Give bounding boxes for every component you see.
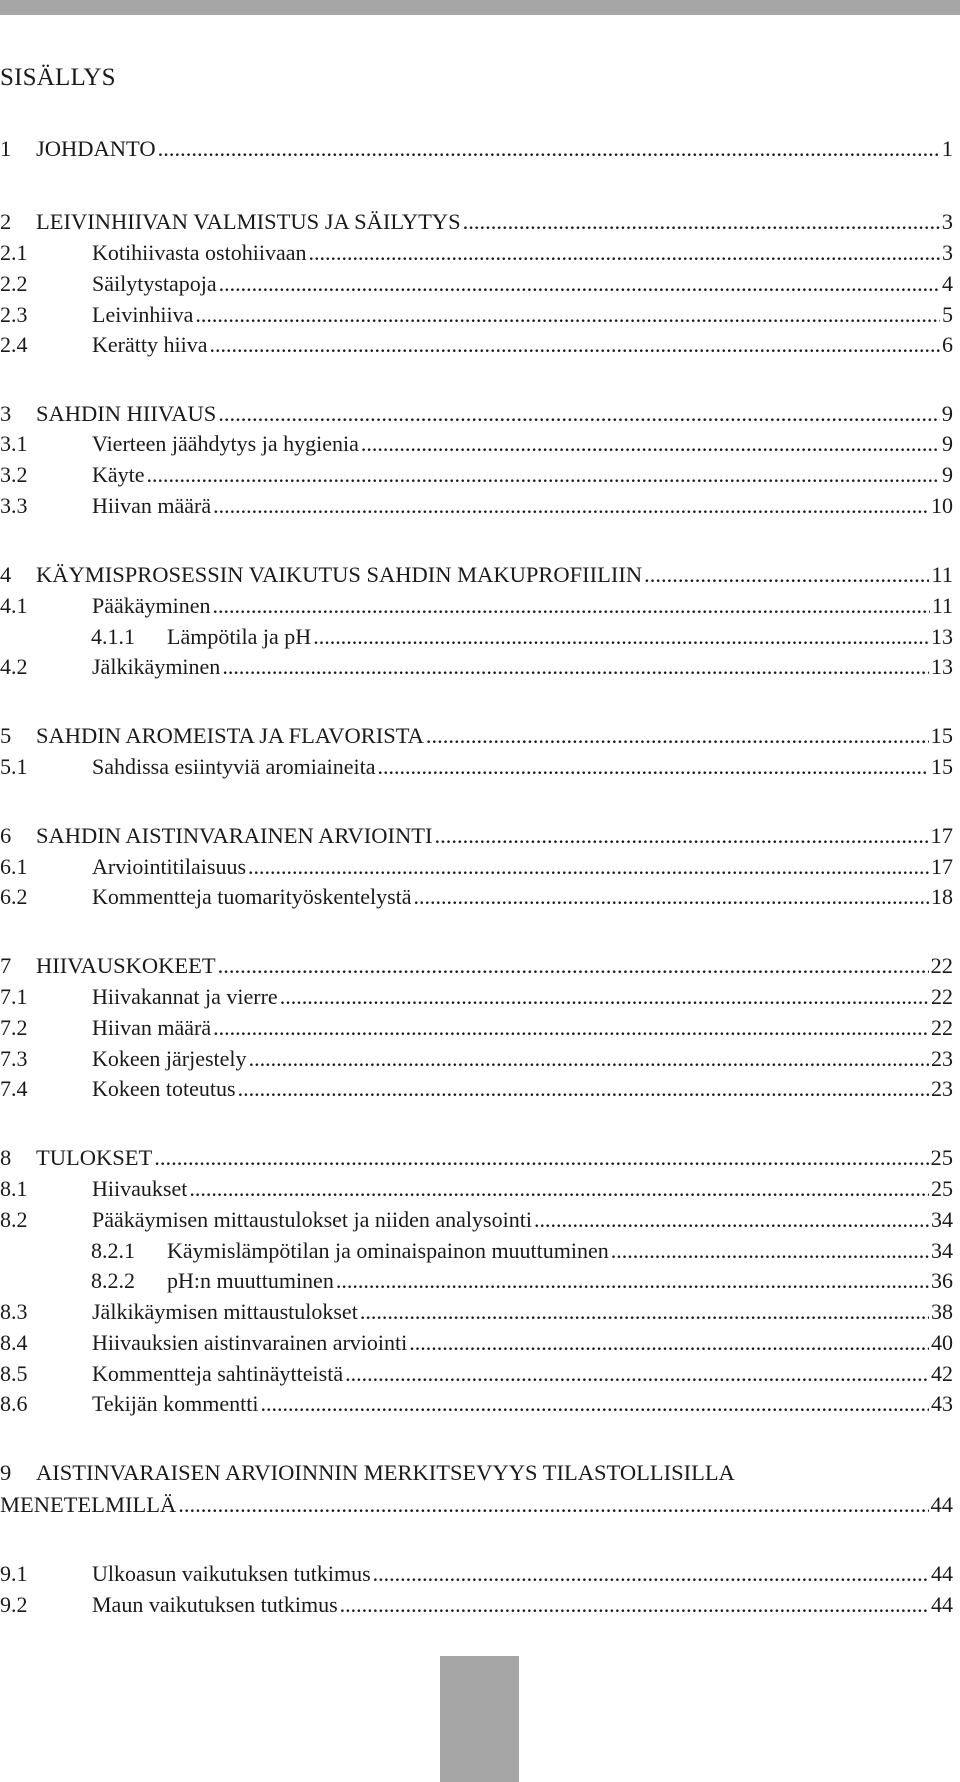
toc-leader-dots xyxy=(213,593,930,619)
toc-leader-dots xyxy=(154,1145,928,1171)
toc-entry-title: Hiivan määrä xyxy=(92,1015,212,1040)
toc-entry[interactable] xyxy=(0,1391,953,1417)
toc-entry-number: 8.6 xyxy=(0,1391,28,1416)
toc-entry[interactable] xyxy=(0,401,953,427)
toc-page-number: 1 xyxy=(941,136,953,161)
toc-entry-number: 4.2 xyxy=(0,654,28,679)
toc-entry-title: Hiivakannat ja vierre xyxy=(92,984,278,1009)
toc-entry-title: Säilytystapoja xyxy=(92,271,217,296)
top-gray-bar xyxy=(0,0,960,15)
toc-leader-dots xyxy=(219,271,940,297)
toc-page-number: 15 xyxy=(931,754,953,779)
toc-entry-title: Maun vaikutuksen tutkimus xyxy=(92,1592,338,1617)
toc-page-number: 5 xyxy=(942,302,953,327)
toc-entry-title: Arviointitilaisuus xyxy=(92,854,246,879)
toc-leader-dots xyxy=(249,1046,929,1072)
toc-entry[interactable] xyxy=(0,1015,953,1041)
toc-entry-number: 3.2 xyxy=(0,462,28,487)
toc-page-number: 44 xyxy=(931,1592,953,1617)
toc-entry-number: 7.3 xyxy=(0,1046,28,1071)
toc-entry[interactable] xyxy=(0,884,953,910)
toc-entry-number: 8.2 xyxy=(0,1207,28,1232)
toc-page-number: 40 xyxy=(931,1330,953,1355)
toc-entry-number: 9.1 xyxy=(0,1561,28,1586)
toc-leader-dots xyxy=(260,1391,929,1417)
toc-page-number: 22 xyxy=(931,1015,953,1040)
toc-entry-title: pH:n muuttuminen xyxy=(167,1268,334,1293)
toc-entry-number: 6.1 xyxy=(0,854,28,879)
toc-leader-dots xyxy=(209,332,940,358)
toc-leader-dots xyxy=(644,562,929,588)
toc-entry-number: 8.5 xyxy=(0,1361,28,1386)
toc-entry-title: Vierteen jäähdytys ja hygienia xyxy=(92,431,359,456)
toc-page-number: 42 xyxy=(931,1361,953,1386)
toc-leader-dots xyxy=(361,431,940,457)
toc-entry-number: 4.1 xyxy=(0,593,28,618)
toc-entry-title: Kokeen järjestely xyxy=(92,1046,247,1071)
toc-entry-number: 2 xyxy=(0,209,12,234)
toc-entry[interactable] xyxy=(0,823,953,849)
toc-leader-dots xyxy=(218,401,940,427)
toc-entry[interactable] xyxy=(0,1330,953,1356)
toc-leader-dots xyxy=(435,823,929,849)
toc-leader-dots xyxy=(373,1561,929,1587)
toc-page-number: 36 xyxy=(931,1268,953,1293)
toc-page-number: 44 xyxy=(930,1492,953,1517)
toc-entry-title: Jälkikäyminen xyxy=(92,654,221,679)
toc-page-number: 44 xyxy=(931,1561,953,1586)
toc-entry-number: 8.4 xyxy=(0,1330,28,1355)
toc-entry-number: 4 xyxy=(0,562,12,587)
toc-leader-dots xyxy=(426,723,929,749)
toc-leader-dots xyxy=(308,240,940,266)
toc-entry-title: HIIVAUSKOKEET xyxy=(36,953,216,978)
toc-page-number: 34 xyxy=(931,1238,953,1263)
toc-entry-title: Hiivan määrä xyxy=(92,493,212,518)
toc-leader-dots xyxy=(248,854,929,880)
toc-entry-title: Kokeen toteutus xyxy=(92,1076,236,1101)
toc-page-number: 25 xyxy=(930,1145,953,1170)
toc-entry-number: 4.1.1 xyxy=(91,624,135,649)
toc-entry[interactable] xyxy=(0,723,953,749)
toc-leader-dots xyxy=(195,302,940,328)
toc-entry[interactable] xyxy=(0,271,953,297)
toc-entry-number: 5.1 xyxy=(0,754,28,779)
toc-leader-dots xyxy=(414,884,929,910)
toc-entry-title: Kerätty hiiva xyxy=(92,332,208,357)
toc-entry-number: 9 xyxy=(0,1460,12,1485)
toc-entry[interactable] xyxy=(0,209,953,235)
toc-entry[interactable] xyxy=(0,654,953,680)
toc-page-number: 15 xyxy=(930,723,953,748)
toc-entry-number: 2.4 xyxy=(0,332,28,357)
toc-entry-number: 6 xyxy=(0,823,12,848)
toc-page-number: 38 xyxy=(931,1299,953,1324)
toc-page-number: 9 xyxy=(942,462,953,487)
toc-entry-title: Pääkäymisen mittaustulokset ja niiden analysointi xyxy=(92,1207,532,1232)
toc-entry-number: 8.2.2 xyxy=(91,1268,135,1293)
toc-entry-title: JOHDANTO xyxy=(36,136,156,161)
toc-entry-number: 9.2 xyxy=(0,1592,28,1617)
toc-page-number: 17 xyxy=(931,854,953,879)
toc-page-number: 9 xyxy=(941,401,953,426)
toc-entry[interactable] xyxy=(0,1561,953,1587)
toc-page-number: 34 xyxy=(931,1207,953,1232)
toc-entry-title: MENETELMILLÄ xyxy=(0,1492,177,1517)
toc-leader-dots xyxy=(213,493,929,519)
toc-page-number: 23 xyxy=(931,1046,953,1071)
toc-leader-dots xyxy=(218,953,929,979)
toc-page-number: 18 xyxy=(931,884,953,909)
toc-entry-number: 2.2 xyxy=(0,271,28,296)
toc-leader-dots xyxy=(336,1268,929,1294)
toc-entry-title: Pääkäyminen xyxy=(92,593,211,618)
toc-entry[interactable] xyxy=(0,1592,953,1618)
toc-leader-dots xyxy=(189,1176,929,1202)
toc-entry[interactable] xyxy=(0,1460,953,1486)
toc-page-number: 43 xyxy=(931,1391,953,1416)
toc-entry[interactable] xyxy=(0,1361,953,1387)
toc-entry[interactable] xyxy=(0,1046,953,1072)
toc-page-number: 13 xyxy=(931,624,953,649)
toc-entry-title: Kommentteja tuomarityöskentelystä xyxy=(92,884,412,909)
toc-leader-dots xyxy=(378,754,930,780)
toc-entry-number: 7 xyxy=(0,953,12,978)
toc-entry-title: Tekijän kommentti xyxy=(92,1391,259,1416)
toc-entry[interactable] xyxy=(0,754,953,780)
toc-leader-dots xyxy=(178,1492,928,1518)
toc-entry[interactable] xyxy=(0,1238,953,1264)
toc-entry-number: 8.2.1 xyxy=(91,1238,135,1263)
toc-entry[interactable] xyxy=(0,562,953,588)
toc-entry[interactable] xyxy=(0,1492,953,1518)
toc-entry[interactable] xyxy=(0,136,953,162)
toc-leader-dots xyxy=(280,984,929,1010)
page-title: SISÄLLYS xyxy=(0,64,116,91)
toc-entry-title: Kommentteja sahtinäytteistä xyxy=(92,1361,344,1386)
toc-entry[interactable] xyxy=(0,431,953,457)
toc-leader-dots xyxy=(340,1592,929,1618)
toc-leader-dots xyxy=(313,624,929,650)
toc-leader-dots xyxy=(611,1238,929,1264)
toc-entry-title: Ulkoasun vaikutuksen tutkimus xyxy=(92,1561,371,1586)
toc-page-number: 3 xyxy=(941,209,953,234)
toc-page-number: 4 xyxy=(942,271,953,296)
toc-page-number: 10 xyxy=(931,493,953,518)
toc-entry[interactable] xyxy=(0,1145,953,1171)
toc-entry[interactable] xyxy=(0,953,953,979)
toc-page-number: 13 xyxy=(931,654,953,679)
toc-entry[interactable] xyxy=(0,462,953,488)
toc-entry-number: 6.2 xyxy=(0,884,28,909)
toc-page-number: 22 xyxy=(931,984,953,1009)
toc-entry-title: Kotihiivasta ostohiivaan xyxy=(92,240,307,265)
toc-entry-number: 8 xyxy=(0,1145,12,1170)
toc-entry[interactable] xyxy=(0,624,953,650)
toc-entry-title: TULOKSET xyxy=(36,1145,153,1170)
toc-entry-title: KÄYMISPROSESSIN VAIKUTUS SAHDIN MAKUPROFIILIIN xyxy=(36,562,643,587)
toc-entry-title: Lämpötila ja pH xyxy=(167,624,312,649)
toc-page-number: 11 xyxy=(931,562,953,587)
toc-entry-number: 5 xyxy=(0,723,12,748)
toc-entry-number: 7.1 xyxy=(0,984,28,1009)
toc-entry-title: Leivinhiiva xyxy=(92,302,194,327)
toc-page-number: 11 xyxy=(931,593,953,618)
toc-leader-dots xyxy=(360,1299,929,1325)
toc-leader-dots xyxy=(147,462,940,488)
toc-entry[interactable] xyxy=(0,1076,953,1102)
toc-entry-number: 3.3 xyxy=(0,493,28,518)
toc-entry-number: 3.1 xyxy=(0,431,28,456)
toc-entry-title: AISTINVARAISEN ARVIOINNIN MERKITSEVYYS TILASTOLLISILLA xyxy=(36,1460,735,1485)
toc-entry-title: Käymislämpötilan ja ominaispainon muuttuminen xyxy=(167,1238,609,1263)
toc-entry[interactable] xyxy=(0,332,953,358)
toc-entry[interactable] xyxy=(0,1268,953,1294)
toc-entry[interactable] xyxy=(0,1299,953,1325)
toc-page-number: 3 xyxy=(942,240,953,265)
toc-entry[interactable] xyxy=(0,854,953,880)
toc-leader-dots xyxy=(409,1330,929,1356)
toc-leader-dots xyxy=(463,209,940,235)
toc-entry-number: 3 xyxy=(0,401,12,426)
toc-entry-number: 7.4 xyxy=(0,1076,28,1101)
toc-page-number: 9 xyxy=(942,431,953,456)
toc-entry[interactable] xyxy=(0,302,953,328)
toc-entry[interactable] xyxy=(0,1176,953,1202)
toc-entry-number: 8.1 xyxy=(0,1176,28,1201)
toc-entry-title: SAHDIN AROMEISTA JA FLAVORISTA xyxy=(36,723,424,748)
footer-gray-block xyxy=(440,1656,519,1782)
toc-entry-title: Hiivauksien aistinvarainen arviointi xyxy=(92,1330,408,1355)
toc-entry[interactable] xyxy=(0,1207,953,1233)
toc-entry[interactable] xyxy=(0,984,953,1010)
toc-entry[interactable] xyxy=(0,493,953,519)
toc-entry-title: Käyte xyxy=(92,462,145,487)
toc-leader-dots xyxy=(345,1361,929,1387)
toc-entry-title: SAHDIN HIIVAUS xyxy=(36,401,217,426)
toc-entry-title: Hiivaukset xyxy=(92,1176,188,1201)
toc-page-number: 25 xyxy=(931,1176,953,1201)
toc-leader-dots xyxy=(238,1076,929,1102)
toc-entry[interactable] xyxy=(0,593,953,619)
toc-page-number: 6 xyxy=(942,332,953,357)
toc-entry-number: 2.3 xyxy=(0,302,28,327)
toc-entry-number: 1 xyxy=(0,136,12,161)
toc-leader-dots xyxy=(222,654,929,680)
toc-entry-title: Jälkikäymisen mittaustulokset xyxy=(92,1299,358,1324)
toc-page-number: 22 xyxy=(930,953,953,978)
toc-entry-title: SAHDIN AISTINVARAINEN ARVIOINTI xyxy=(36,823,433,848)
toc-page-number: 17 xyxy=(930,823,953,848)
toc-entry-number: 7.2 xyxy=(0,1015,28,1040)
toc-entry-title: Sahdissa esiintyviä aromiaineita xyxy=(92,754,376,779)
toc-entry-number: 2.1 xyxy=(0,240,28,265)
toc-leader-dots xyxy=(158,136,940,162)
toc-leader-dots xyxy=(213,1015,929,1041)
toc-page-number: 23 xyxy=(931,1076,953,1101)
toc-entry[interactable] xyxy=(0,240,953,266)
toc-entry-number: 8.3 xyxy=(0,1299,28,1324)
toc-entry-title: LEIVINHIIVAN VALMISTUS JA SÄILYTYS xyxy=(36,209,461,234)
toc-leader-dots xyxy=(534,1207,929,1233)
